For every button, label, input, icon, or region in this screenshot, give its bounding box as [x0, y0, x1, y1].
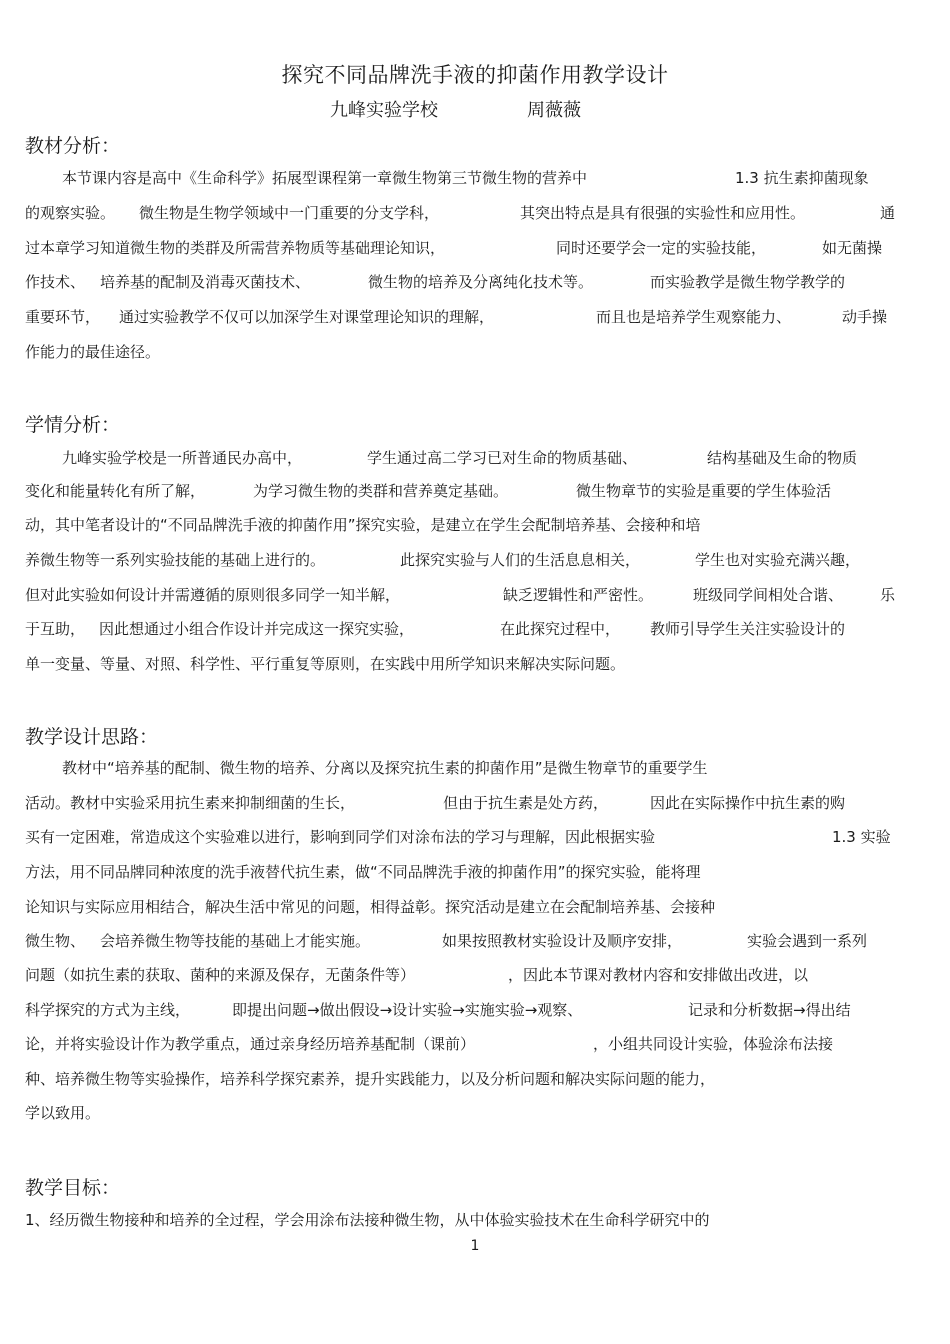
text-run: 如果按照教材实验设计及顺序安排，	[442, 932, 683, 950]
text-run: 通	[880, 204, 896, 222]
text-run: 此探究实验与人们的生活息息相关，	[400, 551, 641, 569]
section-heading: 教学目标：	[25, 1177, 121, 1199]
text-run: 变化和能量转化有所了解，	[25, 482, 206, 500]
text-run: 作技术、	[25, 273, 86, 291]
text-run: 记录和分析数据→得出结	[688, 1001, 851, 1019]
text-run: 问题（如抗生素的获取、菌种的来源及保存，无菌条件等）	[25, 966, 416, 984]
text-run: 而且也是培养学生观察能力、	[596, 308, 792, 326]
text-run: 本节课内容是高中《生命科学》拓展型课程第一章微生物第三节微生物的营养中	[62, 169, 588, 187]
text-run: 1、经历微生物接种和培养的全过程，学会用涂布法接种微生物，从中体验实验技术在生命科学研究中的	[25, 1211, 710, 1229]
text-run: 乐	[880, 586, 896, 604]
author-name: 周薇薇	[527, 100, 581, 121]
text-run: 但对此实验如何设计并需遵循的原则很多同学一知半解，	[25, 586, 401, 604]
text-run: 重要环节，	[25, 308, 101, 326]
text-run: 因此在实际操作中抗生素的购	[650, 794, 846, 812]
page-number: 1	[470, 1238, 480, 1254]
text-run: 培养基的配制及消毒灭菌技术、	[100, 273, 311, 291]
text-run: 的观察实验。	[25, 204, 116, 222]
text-run: 过本章学习知道微生物的类群及所需营养物质等基础理论知识，	[25, 239, 446, 257]
text-run: 因此想通过小组合作设计并完成这一探究实验，	[99, 620, 415, 638]
text-run: 微生物的培养及分离纯化技术等。	[368, 273, 594, 291]
text-run: 班级同学间相处合谐、	[693, 586, 844, 604]
text-run: 教师引导学生关注实验设计的	[650, 620, 846, 638]
text-run: ，小组共同设计实验，体验涂布法接	[593, 1035, 834, 1053]
text-run: 缺乏逻辑性和严密性。	[503, 586, 654, 604]
text-run: 养微生物等一系列实验技能的基础上进行的。	[25, 551, 326, 569]
page-title: 探究不同品牌洗手液的抑菌作用教学设计	[281, 63, 669, 87]
section-heading: 学情分析：	[25, 414, 121, 436]
text-run: 其突出特点是具有很强的实验性和应用性。	[520, 204, 806, 222]
text-run: 九峰实验学校是一所普通民办高中，	[62, 449, 303, 467]
text-run: 活动。教材中实验采用抗生素来抑制细菌的生长，	[25, 794, 356, 812]
section-heading: 教材分析：	[25, 135, 121, 157]
text-run: 作能力的最佳途径。	[25, 343, 161, 361]
text-run: 但由于抗生素是处方药，	[443, 794, 609, 812]
text-run: 会培养微生物等技能的基础上才能实施。	[100, 932, 371, 950]
text-run: 微生物、	[25, 932, 86, 950]
text-run: ，因此本节课对教材内容和安排做出改进，以	[508, 966, 809, 984]
text-run: 论，并将实验设计作为教学重点，通过亲身经历培养基配制（课前）	[25, 1035, 476, 1053]
text-run: 论知识与实际应用相结合，解决生活中常见的问题，相得益彰。探究活动是建立在会配制培养基、会接种	[25, 898, 716, 916]
text-run: 学以致用。	[25, 1104, 101, 1122]
text-run: 微生物是生物学领域中一门重要的分支学科，	[139, 204, 440, 222]
text-run: 方法，用不同品牌同种浓度的洗手液替代抗生素，做“不同品牌洗手液的抑菌作用”的探究实验，能将理	[25, 863, 701, 881]
text-run: 学生通过高二学习已对生命的物质基础、	[367, 449, 638, 467]
text-run: 实验会遇到一系列	[747, 932, 868, 950]
section-heading: 教学设计思路：	[25, 726, 159, 748]
text-run: 在此探究过程中，	[500, 620, 621, 638]
text-run: 通过实验教学不仅可以加深学生对课堂理论知识的理解，	[119, 308, 495, 326]
text-run: 动，其中笔者设计的“不同品牌洗手液的抑菌作用”探究实验，是建立在学生会配制培养基、会接种和培	[25, 516, 701, 534]
school-name: 九峰实验学校	[330, 100, 438, 121]
text-run: 学生也对实验充满兴趣，	[695, 551, 861, 569]
text-run: 单一变量、等量、对照、科学性、平行重复等原则，在实践中用所学知识来解决实际问题。	[25, 655, 626, 673]
text-run: 微生物章节的实验是重要的学生体验活	[576, 482, 832, 500]
text-run: 而实验教学是微生物学教学的	[650, 273, 846, 291]
text-run: 同时还要学会一定的实验技能，	[556, 239, 767, 257]
text-run: 科学探究的方式为主线，	[25, 1001, 191, 1019]
text-run: 为学习微生物的类群和营养奠定基础。	[253, 482, 509, 500]
text-run: 结构基础及生命的物质	[707, 449, 858, 467]
text-run: 动手操	[842, 308, 888, 326]
text-run: 即提出问题→做出假设→设计实验→实施实验→观察、	[232, 1001, 583, 1019]
text-run: 1.3 实验	[832, 828, 891, 846]
text-run: 教材中“培养基的配制、微生物的培养、分离以及探究抗生素的抑菌作用”是微生物章节的重要学生	[62, 759, 708, 777]
text-run: 种、培养微生物等实验操作，培养科学探究素养，提升实践能力，以及分析问题和解决实际问题的能力，	[25, 1070, 716, 1088]
text-run: 1.3 抗生素抑菌现象	[735, 169, 869, 187]
text-run: 买有一定困难，常造成这个实验难以进行，影响到同学们对涂布法的学习与理解，因此根据实验	[25, 828, 656, 846]
text-run: 于互助，	[25, 620, 86, 638]
text-run: 如无菌操	[822, 239, 883, 257]
